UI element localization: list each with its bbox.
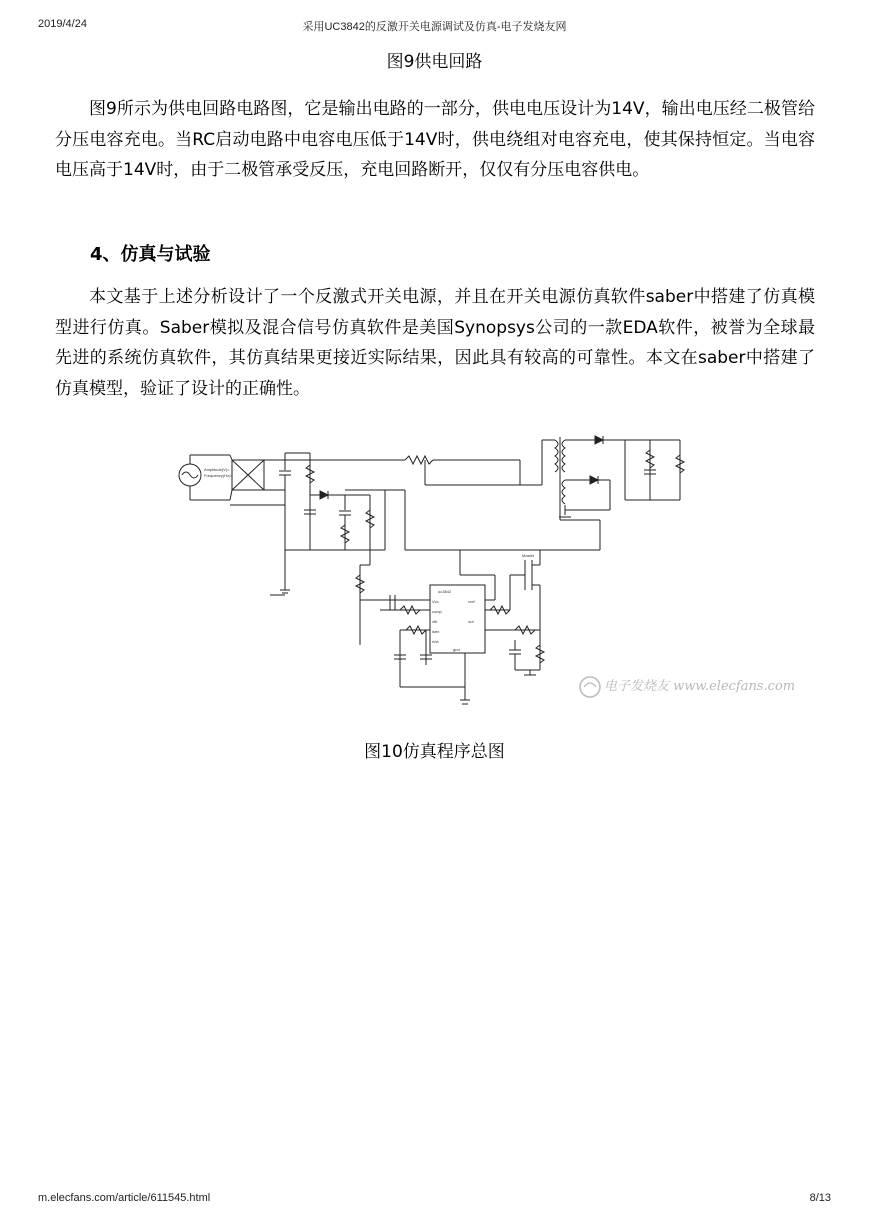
header-date: 2019/4/24 — [38, 18, 87, 30]
schematic-diagram — [170, 425, 796, 715]
chip-pin-label: vref — [468, 599, 475, 604]
section-title: 4、仿真与试验 — [90, 244, 211, 265]
paragraph-supply-circuit: 图9所示为供电回路电路图，它是输出电路的一部分，供电电压设计为14V，输出电压经二极管给分压电容充电。当RC启动电路中电容电压低于14V时，供电绕组对电容充电，使其保持恒定。当电容电压高于14V时，由于二极管承受反压，充电回路断开，仅仅有分压电容供电。 — [55, 99, 815, 180]
figure-10-caption: 图10仿真程序总图 — [364, 742, 505, 762]
chip-pin-label: comp — [432, 609, 442, 614]
header-title: 采用UC3842的反激开关电源调试及仿真-电子发烧友网 — [302, 21, 567, 33]
mosfet-label: Mosfet — [522, 553, 535, 558]
chip-pin-label: gnd — [453, 647, 460, 652]
elecfans-watermark — [580, 677, 795, 697]
source-frequency-label: Frequency(Hz)= — [204, 473, 233, 478]
simulation-schematic — [170, 425, 796, 715]
chip-pin-label: out — [468, 619, 474, 624]
chip-label: uc3842 — [438, 589, 452, 594]
source-amplitude-label: Amplitude(V)= — [204, 467, 230, 472]
chip-pin-label: vfb — [432, 619, 438, 624]
footer-page-number: 8/13 — [809, 1192, 831, 1204]
chip-pin-label: rt/ct — [432, 639, 439, 644]
chip-pin-label: isen — [432, 629, 440, 634]
figure-9-caption: 图9供电回路 — [386, 52, 483, 72]
transformer-primary — [555, 440, 558, 472]
footer-url[interactable]: m.elecfans.com/article/611545.html — [38, 1192, 211, 1204]
paragraph-simulation: 本文基于上述分析设计了一个反激式开关电源，并且在开关电源仿真软件saber中搭建了仿真模型进行仿真。Saber模拟及混合信号仿真软件是美国Synopsys公司的一款EDA软件，被誉为全球最先进的系统仿真软件，其仿真结果更接近实际结果，因此具有较高的可靠性。本文在saber中搭建了仿真模型，验证了设计的正确性。 — [55, 287, 815, 399]
chip-pin-label: Vcc — [432, 599, 439, 604]
watermark-text: 电子发烧友 www.elecfans.com — [604, 679, 796, 694]
resistor-top — [405, 456, 433, 464]
